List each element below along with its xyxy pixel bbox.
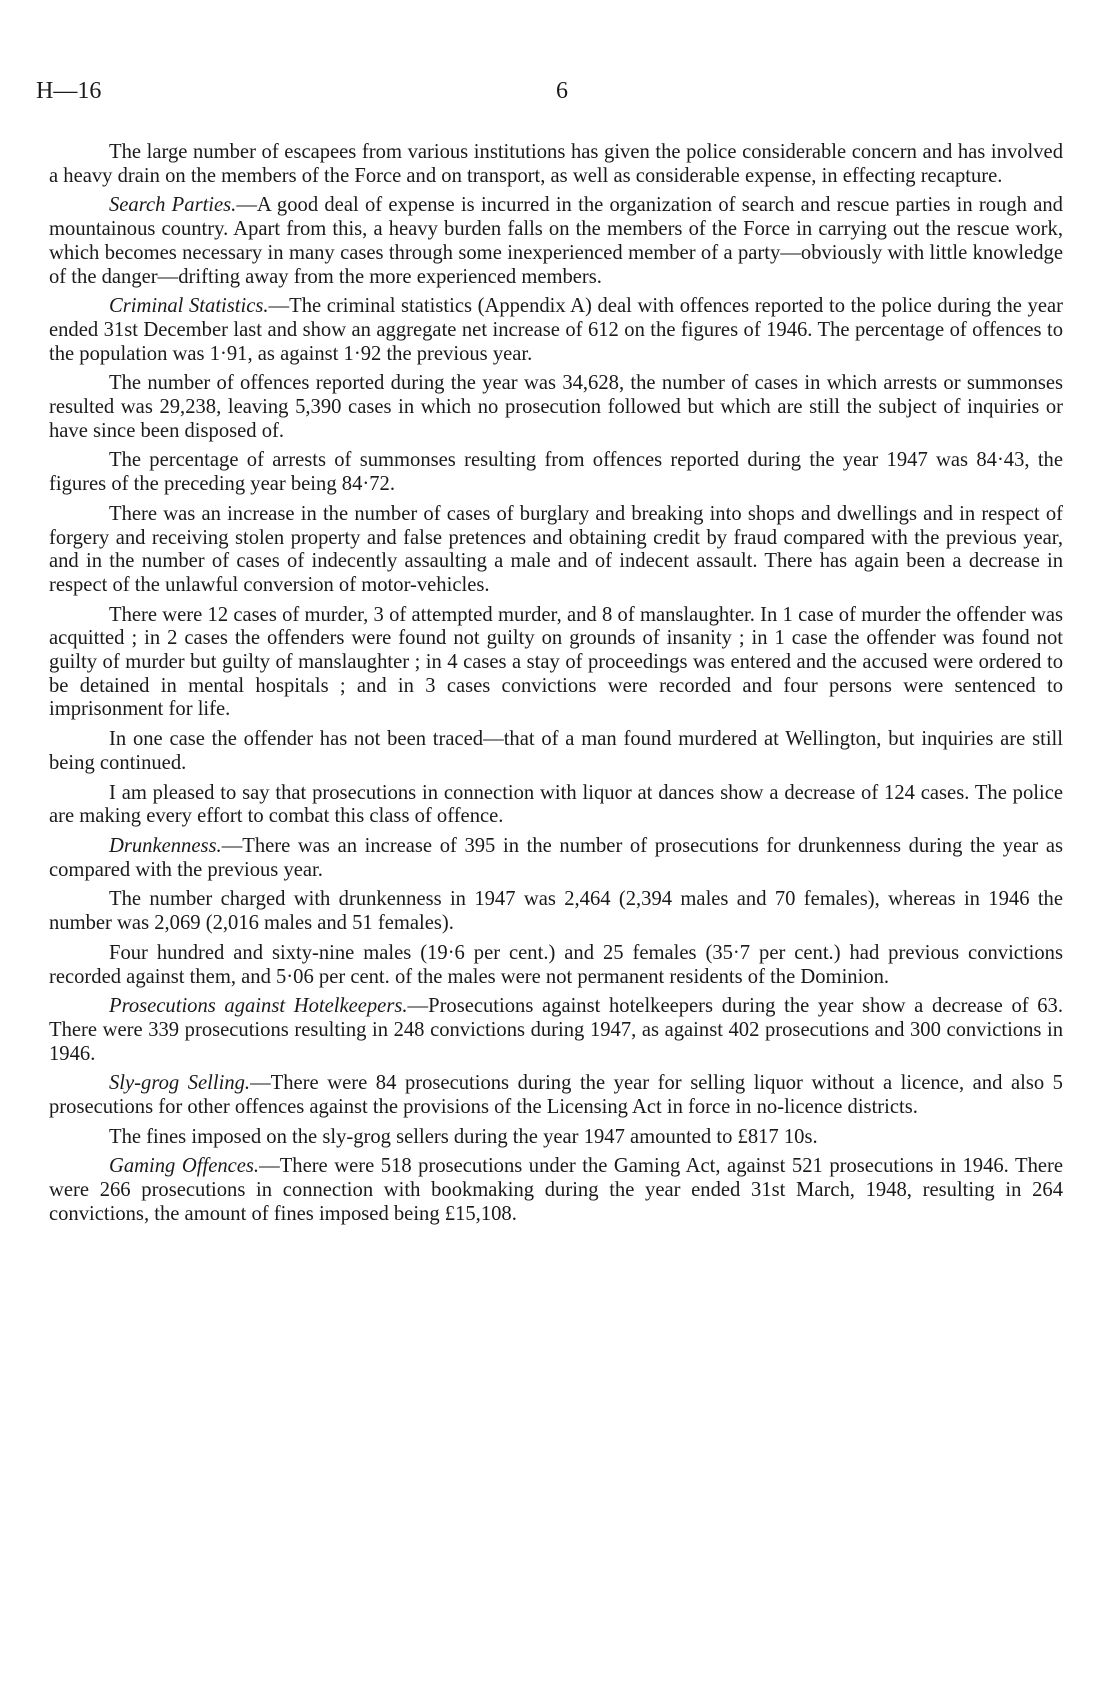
body-text bbox=[49, 141, 1063, 1233]
paragraph-criminal-statistics: Criminal Statistics.—The criminal statistics (Appendix A) deal with offences reported to the police during the year ended 31st December last and show an aggregate net increase of 612 on the figures of 1946. The percentage of offences to the population was 1·91, as against 1·92 the previous year. bbox=[49, 295, 1063, 365]
paragraph-murder-cases: There were 12 cases of murder, 3 of attempted murder, and 8 of manslaughter. In 1 case of murder the offender was acquitted ; in 2 cases the offenders were found not guilty on grounds of insanity ; in 1 case the offender was found not guilty of murder but guilty of manslaughter ; in 4 cases a stay of proceedings was entered and the accused were ordered to be detained in mental hospitals ; and in 3 cases convictions were recorded and four persons were sentenced to imprisonment for life. bbox=[49, 603, 1063, 721]
section-heading: Criminal Statistics. bbox=[109, 295, 269, 318]
section-heading: Prosecutions against Hotelkeepers. bbox=[109, 995, 408, 1018]
section-heading: Search Parties. bbox=[109, 194, 237, 217]
paragraph-gaming-offences: Gaming Offences.—There were 518 prosecutions under the Gaming Act, against 521 prosecutions in 1946. There were 266 prosecutions in connection with bookmaking during the year ended 31st March, 1948, resulting in 264 convictions, the amount of fines imposed being £15,108. bbox=[49, 1155, 1064, 1225]
paragraph-sly-grog-fines: The fines imposed on the sly-grog sellers during the year 1947 amounted to £817 10s. bbox=[109, 1125, 818, 1148]
section-heading: Gaming Offences. bbox=[109, 1155, 260, 1178]
page-number: 6 bbox=[556, 78, 568, 104]
paragraph-burglary-increase: There was an increase in the number of cases of burglary and breaking into shops and dwellings and in respect of forgery and receiving stolen property and false pretences and obtaining credit by fraud compared with the previous year, and in the number of cases of indecently assaulting a male and of indecent assault. There has again been a decrease in respect of the unlawful conversion of motor-vehicles. bbox=[49, 502, 1063, 596]
paragraph-search-parties: Search Parties.—A good deal of expense is incurred in the organization of search and rescue parties in rough and mountainous country. Apart from this, a heavy burden falls on the members of the Force in carrying out the rescue work, which becomes necessary in many cases through some inexperienced member of a party—obviously with little knowledge of the danger—drifting away from the more experienced members. bbox=[49, 194, 1063, 288]
section-heading: Sly-grog Selling. bbox=[109, 1072, 251, 1095]
document-reference: H—16 bbox=[36, 78, 102, 104]
section-heading: Drunkenness. bbox=[109, 834, 222, 857]
page-header bbox=[36, 78, 1078, 118]
paragraph-liquor-dances: I am pleased to say that prosecutions in connection with liquor at dances show a decrease of 124 cases. The police are making every effort to combat this class of offence. bbox=[49, 781, 1063, 828]
paragraph-escapees: The large number of escapees from various institutions has given the police considerable concern and has involved a heavy drain on the members of the Force and on transport, as well as considerable expense, in effecting recapture. bbox=[49, 141, 1063, 187]
paragraph-offences-reported: The number of offences reported during the year was 34,628, the number of cases in which arrests or summonses resulted was 29,238, leaving 5,390 cases in which no prosecution followed but which are still the subject of inquiries or have since been disposed of. bbox=[49, 372, 1063, 442]
paragraph-drunkenness: Drunkenness.—There was an increase of 395 in the number of prosecutions for drunkenness during the year as compared with the previous year. bbox=[49, 834, 1063, 881]
paragraph-hotelkeepers: Prosecutions against Hotelkeepers.—Prosecutions against hotelkeepers during the year show a decrease of 63. There were 339 prosecutions resulting in 248 convictions during 1947, as against 402 prosecutions and 300 convictions in 1946. bbox=[49, 995, 1064, 1065]
paragraph-arrest-percentage: The percentage of arrests of summonses resulting from offences reported during the year 1947 was 84·43, the figures of the preceding year being 84·72. bbox=[49, 449, 1063, 496]
paragraph-untraced-offender: In one case the offender has not been traced—that of a man found murdered at Wellington, but inquiries are still being continued. bbox=[49, 728, 1063, 774]
paragraph-drunkenness-numbers: The number charged with drunkenness in 1947 was 2,464 (2,394 males and 70 females), whereas in 1946 the number was 2,069 (2,016 males and 51 females). bbox=[49, 888, 1063, 935]
paragraph-previous-convictions: Four hundred and sixty-nine males (19·6 per cent.) and 25 females (35·7 per cent.) had previous convictions recorded against them, and 5·06 per cent. of the males were not permanent residents of the Dominion. bbox=[49, 941, 1063, 988]
paragraph-sly-grog: Sly-grog Selling.—There were 84 prosecutions during the year for selling liquor without a licence, and also 5 prosecutions for other offences against the provisions of the Licensing Act in force in no-licence districts. bbox=[49, 1072, 1063, 1119]
